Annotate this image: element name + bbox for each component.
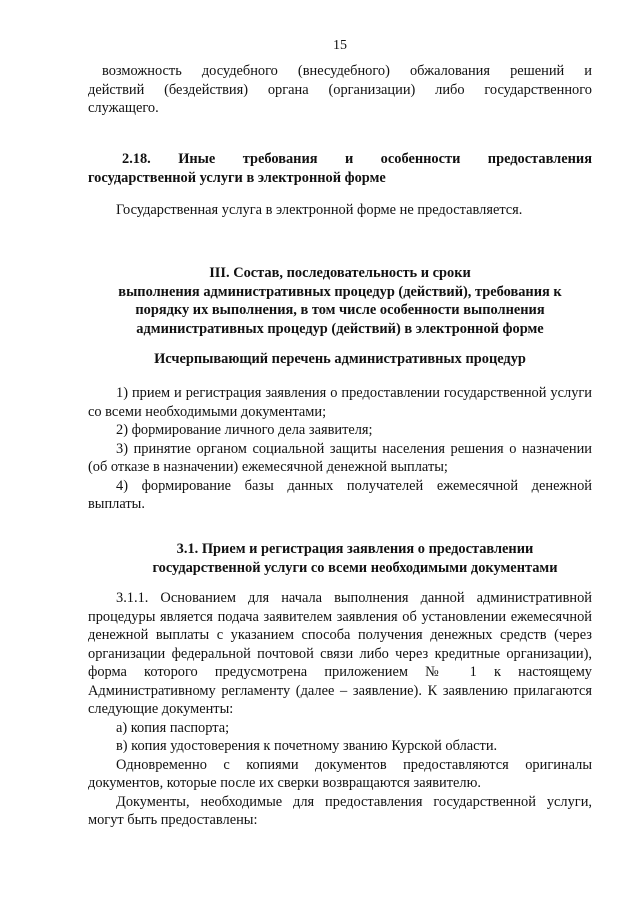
section-2-18-text — [88, 201, 592, 220]
section-2-18-heading — [88, 150, 592, 187]
procedure-list — [88, 384, 592, 514]
intro-paragraph — [88, 62, 592, 118]
section-3-1-title-line-1: 3.1. Прием и регистрация заявления о предоставлении — [176, 541, 534, 557]
section-2-18-heading-line-1: 2.18. Иные требования и особенности предоставления — [122, 151, 592, 167]
intro-line-3: служащего. — [88, 100, 159, 116]
section-3-1-paragraph-3: Документы, необходимые для предоставления государственной услуги, могут быть предоставлены: — [88, 793, 592, 828]
intro-line-1: возможность досудебного (внесудебного) обжалования решений и — [102, 63, 592, 79]
procedure-item-1: 1) прием и регистрация заявления о предоставлении государственной услуги со всеми необходимыми документами; — [88, 385, 592, 420]
section-III-title-line-4: административных процедур (действий) в электронной форме — [136, 320, 544, 337]
section-III-subtitle: Исчерпывающий перечень административных процедур — [154, 351, 526, 367]
section-2-18-heading-line-2: государственной услуги в электронной форме — [88, 169, 386, 186]
section-3-1-title-line-2: государственной услуги со всеми необходимыми документами — [152, 559, 558, 576]
section-3-1-paragraph-2: Одновременно с копиями документов предоставляются оригиналы документов, которые после их сверки возвращаются заявителю. — [88, 756, 592, 791]
section-III-title-line-2: выполнения административных процедур (действий), требования к — [118, 283, 562, 300]
procedure-item-4: 4) формирование базы данных получателей ежемесячной денежной выплаты. — [88, 477, 592, 512]
section-3-1-body — [88, 589, 592, 830]
section-2-18-paragraph: Государственная услуга в электронной форме не предоставляется. — [116, 202, 523, 218]
intro-line-2: действий (бездействия) органа (организации) либо государственного — [88, 81, 592, 98]
section-3-1-paragraph-1: 3.1.1. Основанием для начала выполнения данной административной процедуры является подача заявителем заявления об установлении ежемесячной денежной выплаты с указанием способа получения денежных средств (через организации федеральной почтовой связи либо через кредитные организации), форма которого предусмотрена приложением № 1 к настоящему Административному регламенту (далее – заявление). К заявлению прилагаются следующие документы: — [88, 590, 592, 717]
section-3-1-title — [88, 540, 592, 577]
page-number: 15 — [333, 38, 347, 53]
section-III-title-line-3: порядку их выполнения, в том числе особенности выполнения — [135, 302, 545, 318]
section-III-title — [88, 264, 592, 338]
section-III-title-line-1: III. Состав, последовательность и сроки — [209, 265, 471, 281]
procedure-item-2: 2) формирование личного дела заявителя; — [116, 422, 373, 438]
procedure-item-3: 3) принятие органом социальной защиты населения решения о назначении (об отказе в назначении) ежемесячной денежной выплаты; — [88, 440, 592, 475]
documents-list-item-v: в) копия удостоверения к почетному званию Курской области. — [116, 738, 498, 754]
documents-list-item-a: а) копия паспорта; — [116, 719, 230, 736]
